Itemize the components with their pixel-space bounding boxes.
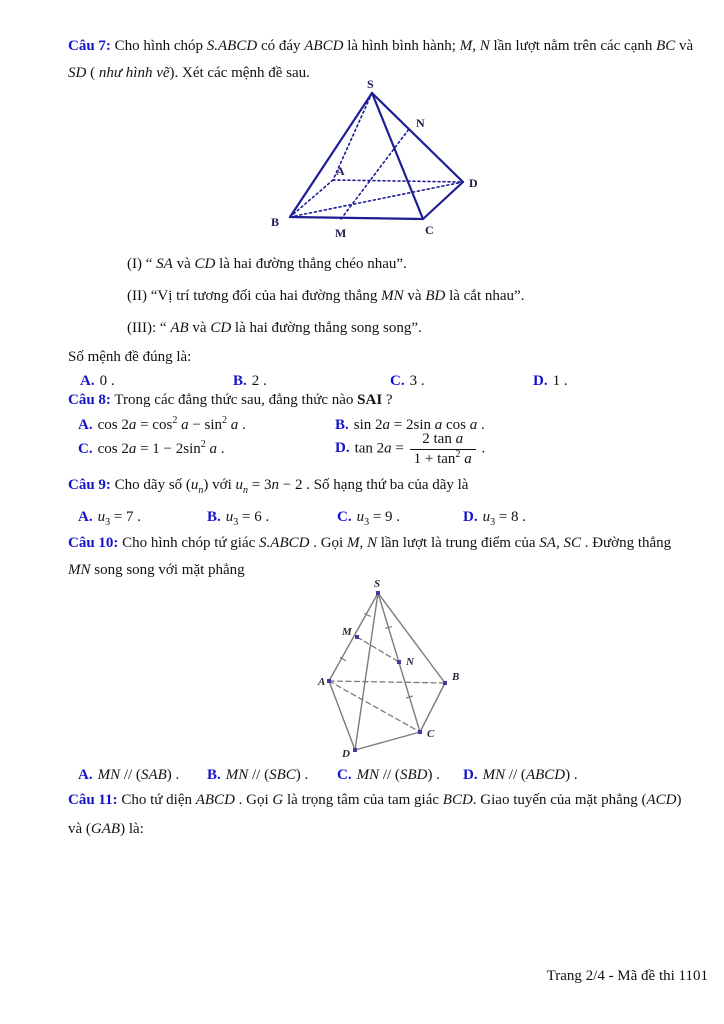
option-text: $u_3 = 6$ . (225, 509, 270, 528)
q9-option-d (463, 504, 694, 531)
option-key: D. (335, 440, 350, 457)
option-key: C. (78, 440, 93, 457)
statement-2: (II) “Vị trí tương đối của hai đường thẳng MN và BD là cắt nhau”. (127, 288, 525, 304)
svg-text:M: M (342, 626, 352, 638)
q10-option-a (78, 762, 207, 789)
question-7-label: Câu 7: (68, 38, 111, 54)
svg-text:M: M (335, 226, 347, 240)
svg-text:D: D (342, 748, 350, 760)
option-text: tan 2a = (354, 440, 408, 457)
svg-text:N: N (416, 116, 425, 130)
figure-pyramid-q10 (298, 577, 476, 769)
option-key: B. (233, 373, 247, 389)
question-8-label: Câu 8: (68, 392, 111, 408)
option-text: sin 2a = 2sin a cos a . (353, 417, 485, 433)
q8-option-c (78, 436, 335, 463)
question-9-answers (68, 504, 694, 531)
option-key: C. (390, 373, 405, 389)
question-7-prompt: Số mệnh đề đúng là: (68, 349, 192, 365)
option-text: MN // (SBC) . (225, 767, 309, 783)
svg-text:B: B (452, 671, 460, 683)
option-key: B. (207, 509, 221, 525)
option-text: 1 . (552, 373, 568, 389)
q9-option-a (78, 504, 207, 531)
question-10 (68, 530, 694, 584)
option-text: MN // (SAB) . (97, 767, 180, 783)
option-key: C. (337, 509, 352, 525)
option-key: B. (207, 767, 221, 783)
svg-text:S: S (367, 77, 374, 91)
option-text: $\cos 2a = 1 - 2\sin^2$ a . (97, 438, 225, 457)
svg-text:S: S (374, 578, 381, 590)
q10-option-c (337, 762, 463, 789)
option-text: MN // (SBD) . (356, 767, 440, 783)
svg-text:D: D (469, 176, 478, 190)
question-11 (68, 786, 694, 844)
q9-option-b (207, 504, 337, 531)
question-9-text: Cho dãy số $(u_n)$ với $u_n = 3n - 2$ . Số hạng thứ ba của dãy là (114, 477, 469, 496)
question-8 (68, 387, 694, 414)
option-text: 3 . (409, 373, 425, 389)
svg-text:C: C (425, 223, 434, 237)
option-key: D. (533, 373, 548, 389)
q10-option-b (207, 762, 337, 789)
svg-text:B: B (271, 215, 280, 229)
question-10-label: Câu 10: (68, 535, 119, 551)
svg-text:N: N (406, 656, 414, 668)
question-11-label: Câu 11: (68, 792, 118, 808)
option-text: 0 . (99, 373, 115, 389)
option-key: C. (337, 767, 352, 783)
svg-text:A: A (336, 164, 345, 178)
svg-text:A: A (318, 676, 326, 688)
option-key: A. (78, 767, 93, 783)
option-key: A. (78, 417, 93, 433)
question-9-label: Câu 9: (68, 477, 111, 493)
option-key: D. (463, 767, 478, 783)
fraction-numerator: 2 tan a (410, 430, 476, 450)
figure-pyramid-q7 (256, 76, 490, 246)
option-suffix: . (477, 440, 486, 457)
question-8-answers-row2 (68, 426, 694, 472)
question-11-text: Cho tứ diện ABCD . Gọi G là trọng tâm của tam giác BCD. Giao tuyến của mặt phẳng (ACD) và (GAB) là: (68, 792, 682, 837)
option-key: A. (80, 373, 95, 389)
question-10-answers (68, 762, 694, 789)
option-text: $u_3 = 8$ . (482, 509, 527, 528)
question-9 (68, 472, 694, 499)
option-text: $\cos 2a = \cos^2 a - \sin^2 a$ . (97, 415, 246, 433)
option-text: $u_3 = 9$ . (356, 509, 401, 528)
option-key: A. (78, 509, 93, 525)
svg-text:C: C (427, 728, 435, 740)
option-key: D. (463, 509, 478, 525)
statement-1: (I) “ SA và CD là hai đường thẳng chéo nhau”. (127, 256, 407, 272)
question-10-text: Cho hình chóp tứ giác S.ABCD . Gọi M, N lần lượt là trung điểm của SA, SC . Đường thẳng MN song song với mặt phẳng (68, 535, 672, 578)
q8-option-d (335, 430, 694, 469)
option-text: MN // (ABCD) . (482, 767, 578, 783)
page-footer: Trang 2/4 - Mã đề thi 1101 (546, 968, 708, 984)
option-text: 2 . (251, 373, 267, 389)
question-8-text: Trong các đẳng thức sau, đẳng thức nào SAI ? (114, 392, 393, 408)
option-text: $u_3 = 7$ . (97, 509, 142, 528)
q10-option-d (463, 762, 694, 789)
fraction (410, 430, 476, 469)
statement-3: (III): “ AB và CD là hai đường thẳng song song”. (127, 320, 422, 336)
q9-option-c (337, 504, 463, 531)
fraction-denominator: $1 + \tan^2 a$ (413, 448, 472, 467)
option-key: B. (335, 417, 349, 433)
question-7-text: Cho hình chóp S.ABCD có đáy ABCD là hình bình hành; M, N lần lượt nằm trên các cạnh BC và SD ( như hình vẽ). Xét các mệnh đề sau. (68, 38, 694, 81)
